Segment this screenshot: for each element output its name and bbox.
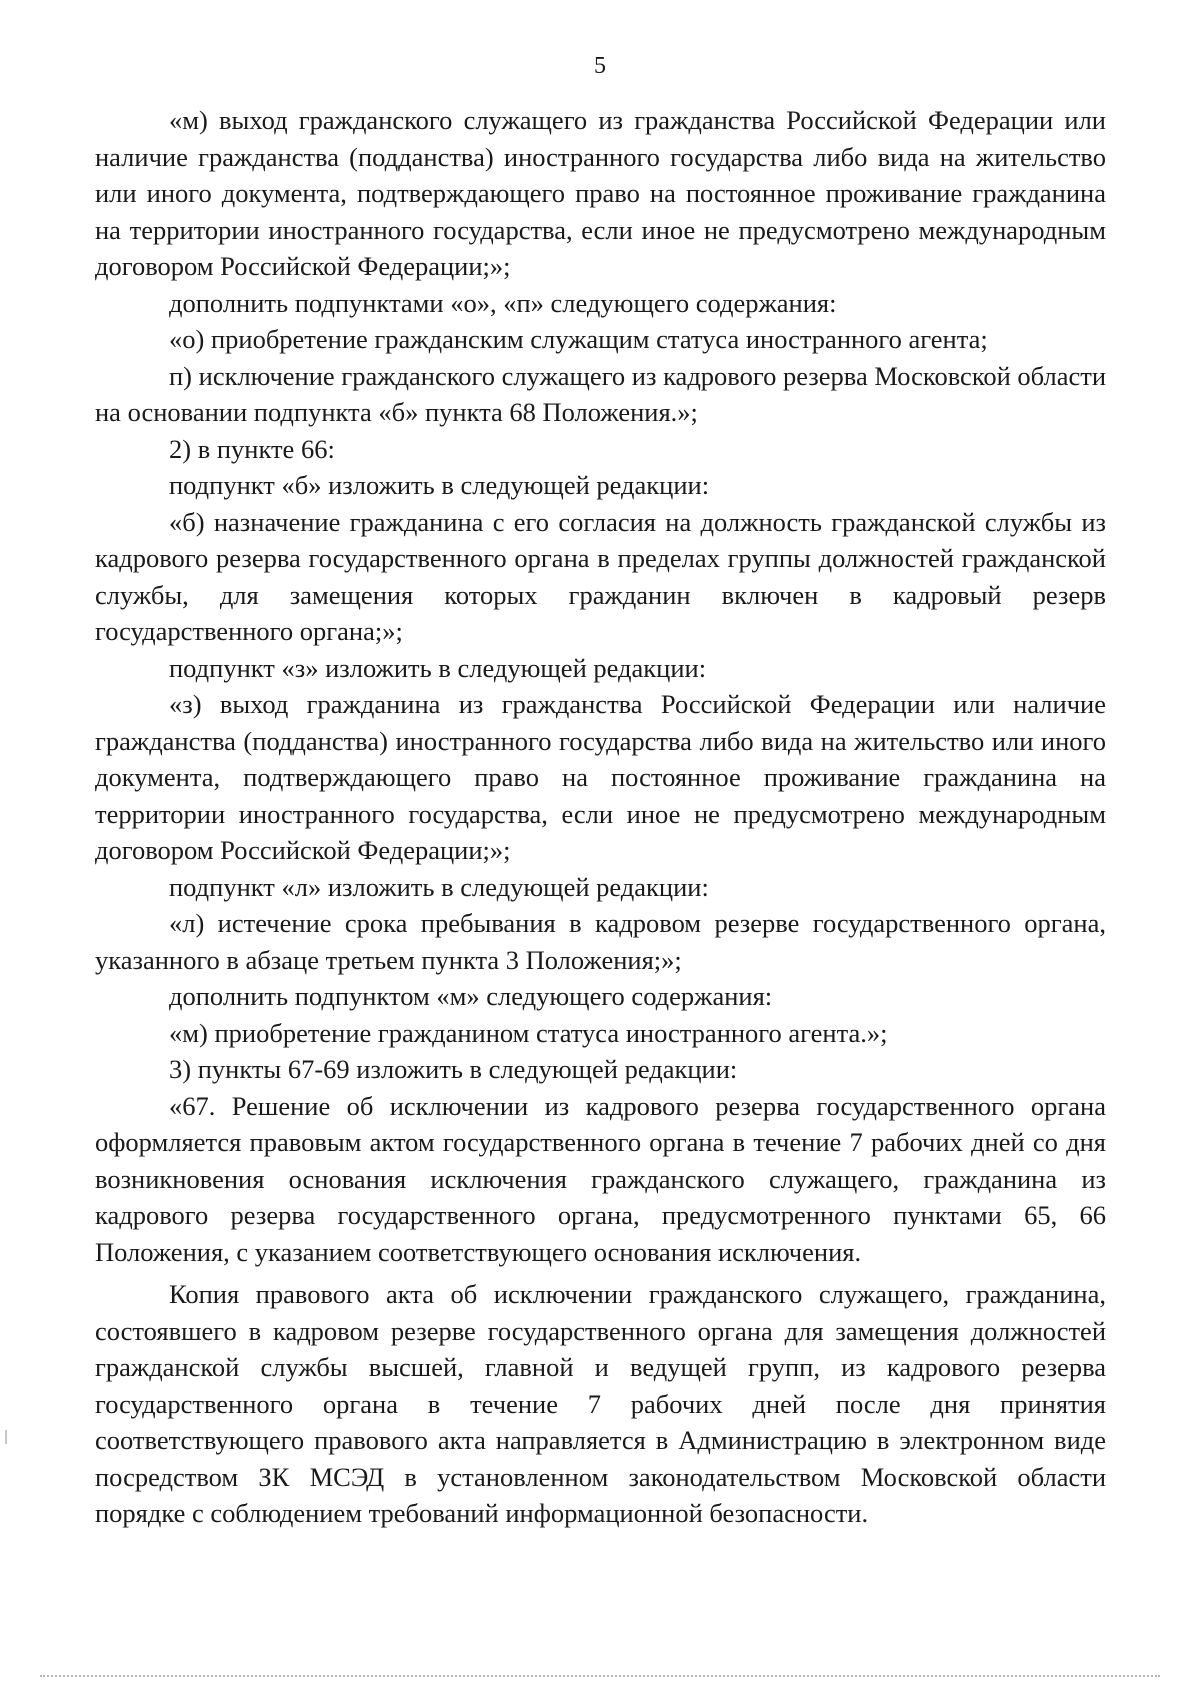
paragraph-copy-of-act: Копия правового акта об исключении гражданского служащего, гражданина, состоявшего в кадровом резерве государственного органа для замещения должностей гражданской службы высшей, главной и ведущей групп, из кадрового резерва государственного органа в течение 7 рабочих дней после дня принятия соответствующего правового акта направляется в Администрацию в электронном виде посредством ЗК МСЭД в установленном законодательством Московской области порядке с соблюдением требований информационной безопасности. (95, 1279, 1106, 1528)
paragraph-subpoint-l-intro: подпункт «л» изложить в следующей редакции: (169, 871, 709, 902)
paragraph-z-citizenship: «з) выход гражданина из гражданства Российской Федерации или наличие гражданства (подданства) иностранного государства либо вида на жительство или иного документа, подтверждающего право на постоянное проживание гражданина на территории иностранного государства, если иное не предусмотрено международным договором Российской Федерации;»; (95, 689, 1106, 865)
paragraph-l-term-expiry: «л) истечение срока пребывания в кадровом резерве государственного органа, указанного в абзаце третьем пункта 3 Положения;»; (95, 908, 1106, 975)
paragraph-o-foreign-agent: «о) приобретение гражданским служащим статуса иностранного агента; (169, 324, 988, 354)
paragraph-p-exclusion: п) исключение гражданского служащего из кадрового резерва Московской области на основании подпункта «б» пункта 68 Положения.»; (95, 360, 1106, 427)
scan-artifact-line (40, 1675, 1160, 1677)
document-body (95, 102, 1106, 1532)
paragraph-subpoint-z-intro: подпункт «з» изложить в следующей редакции: (169, 652, 707, 683)
paragraph-add-subpoints-o-p: дополнить подпунктами «о», «п» следующего содержания: (169, 287, 837, 318)
paragraph-point-66: 2) в пункте 66: (169, 433, 335, 464)
paragraph-b-appointment: «б) назначение гражданина с его согласия на должность гражданской службы из кадрового резерва государственного органа в пределах группы должностей гражданской службы, для замещения которых гражданин включен в кадровый резерв государственного органа;»; (95, 506, 1106, 646)
paragraph-m-citizenship: «м) выход гражданского служащего из гражданства Российской Федерации или наличие гражданства (подданства) иностранного государства либо вида на жительство или иного документа, подтверждающего право на постоянное проживание гражданина на территории иностранного государства, если иное не предусмотрено международным договором Российской Федерации;»; (95, 105, 1106, 281)
page-number: 5 (594, 53, 606, 79)
paragraph-add-subpoint-m: дополнить подпунктом «м» следующего содержания: (169, 981, 773, 1011)
scan-edge-mark (5, 1430, 7, 1444)
paragraph-m-foreign-agent: «м) приобретение гражданином статуса иностранного агента.»; (169, 1017, 888, 1048)
paragraph-subpoint-b-intro: подпункт «б» изложить в следующей редакции: (169, 470, 710, 500)
paragraph-points-67-69: 3) пункты 67-69 изложить в следующей редакции: (169, 1054, 738, 1084)
paragraph-67-decision: «67. Решение об исключении из кадрового резерва государственного органа оформляется правовым актом государственного органа в течение 7 рабочих дней со дня возникновения основания исключения гражданского служащего, гражданина из кадрового резерва государственного органа, предусмотренного пунктами 65, 66 Положения, с указанием соответствующего основания исключения. (95, 1090, 1106, 1267)
